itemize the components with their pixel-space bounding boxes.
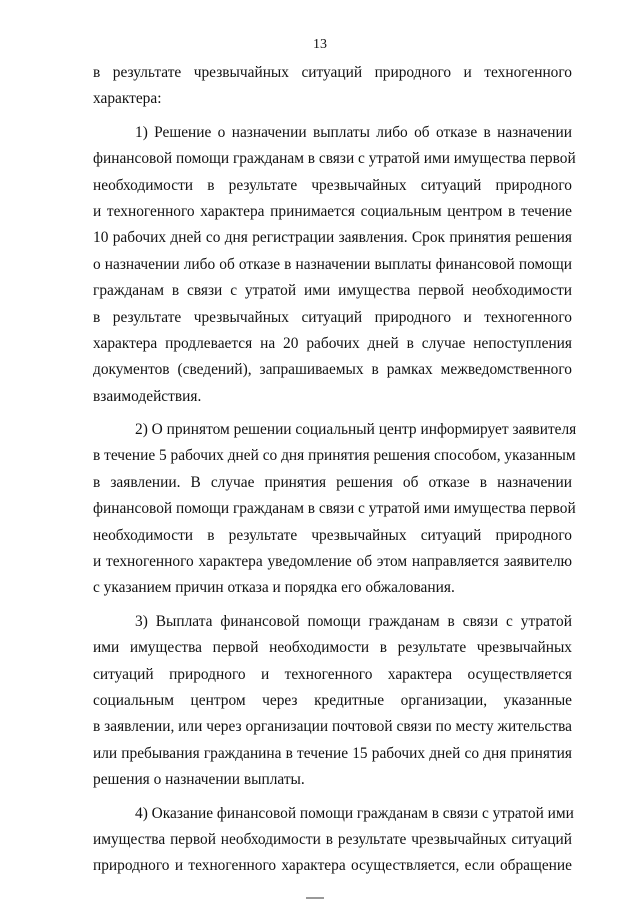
page-number: 13 — [313, 37, 327, 52]
text-line: гражданам в связи с утратой ими имущества первой необходимости — [93, 282, 572, 300]
text-line: ими имущества первой необходимости в результате чрезвычайных — [93, 639, 572, 657]
text-line: социальным центром через кредитные организации, указанные — [93, 691, 572, 709]
text-line: ситуаций природного и техногенного характера осуществляется — [93, 665, 572, 683]
paragraph-first-line: 2) О принятом решении социальный центр информирует заявителя — [135, 421, 577, 439]
text-line: необходимости в результате чрезвычайных ситуаций природного — [93, 176, 572, 194]
text-line: взаимодействия. — [93, 387, 202, 405]
text-line: необходимости в результате чрезвычайных ситуаций природного — [93, 526, 572, 544]
text-line: в заявлении, или через организации почтовой связи по месту жительства — [93, 718, 572, 736]
text-line: с указанием причин отказа и порядка его обжалования. — [93, 579, 455, 597]
text-line: в течение 5 рабочих дней со дня принятия решения способом, указанным — [93, 447, 576, 465]
paragraph-first-line: 1) Решение о назначении выплаты либо об отказе в назначении — [135, 123, 572, 141]
text-line: о назначении либо об отказе в назначении выплаты финансовой помощи — [93, 255, 572, 273]
text-line: характера продлевается на 20 рабочих дней в случае непоступления — [93, 334, 572, 352]
text-line: имущества первой необходимости в результате чрезвычайных ситуаций — [93, 830, 572, 848]
text-line: в результате чрезвычайных ситуаций природного и техногенного — [93, 64, 572, 81]
scan-edge-mark — [306, 897, 324, 899]
text-line: в заявлении. В случае принятия решения об отказе в назначении — [93, 473, 572, 491]
text-line: или пребывания гражданина в течение 15 рабочих дней со дня принятия — [93, 744, 572, 762]
text-line: характера: — [93, 90, 162, 108]
paragraph-first-line: 3) Выплата финансовой помощи гражданам в связи с утратой — [135, 612, 572, 630]
paragraph-first-line: 4) Оказание финансовой помощи гражданам в связи с утратой ими — [135, 804, 574, 822]
text-line: природного и техногенного характера осуществляется, если обращение — [93, 857, 572, 875]
text-line: документов (сведений), запрашиваемых в рамках межведомственного — [93, 361, 572, 379]
text-line: финансовой помощи гражданам в связи с утратой ими имущества первой — [93, 150, 576, 168]
text-line: финансовой помощи гражданам в связи с утратой ими имущества первой — [93, 500, 576, 518]
text-line: и техногенного характера принимается социальным центром в течение — [93, 202, 572, 220]
text-line: решения о назначении выплаты. — [93, 771, 305, 789]
text-line: в результате чрезвычайных ситуаций природного и техногенного — [93, 308, 572, 326]
text-line: и техногенного характера уведомление об этом направляется заявителю — [93, 553, 572, 571]
text-line: 10 рабочих дней со дня регистрации заявления. Срок принятия решения — [93, 229, 572, 247]
body-text — [93, 60, 577, 880]
